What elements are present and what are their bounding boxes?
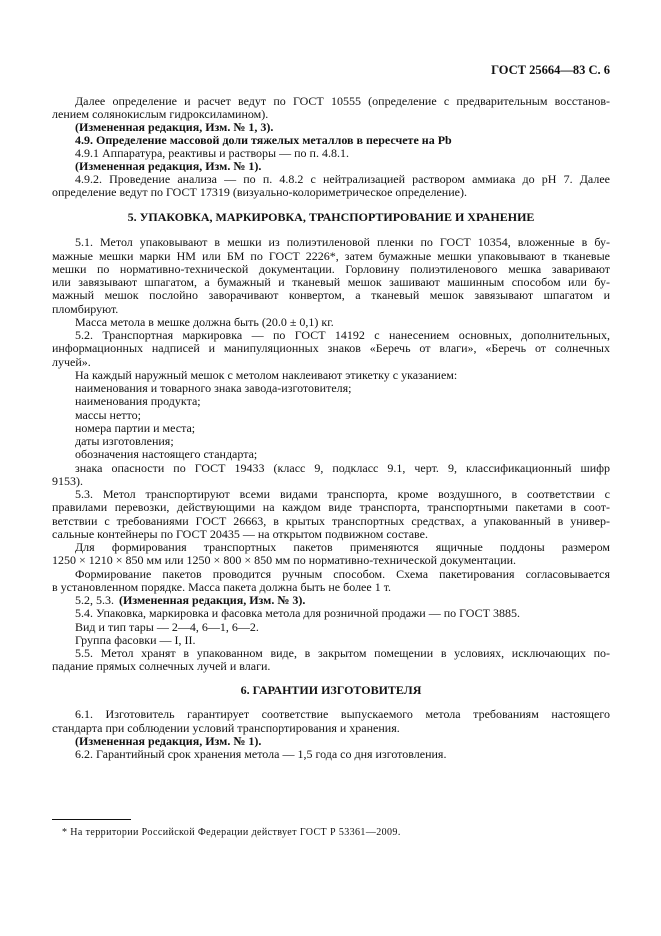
section-6-heading: 6. ГАРАНТИИ ИЗГОТОВИТЕЛЯ xyxy=(240,682,422,697)
section-6-body xyxy=(52,708,610,761)
clause-5-5 xyxy=(52,647,610,674)
text-line: ветствии с требованиями ГОСТ 26663, в крытых транспортных средствах, а упакованный в универ- xyxy=(52,513,610,528)
amendment-note: (Измененная редакция, Изм. № 1). xyxy=(75,733,262,748)
label-items-list xyxy=(52,382,610,462)
label-intro: На каждый наружный мешок с метолом наклеивают этикетку с указанием: xyxy=(75,367,458,382)
section-4-continuation xyxy=(52,95,610,199)
clause-4-9-2 xyxy=(52,173,610,199)
text-line: 6.1. Изготовитель гарантирует соответствие выпускаемого метола требованиям настоящего xyxy=(75,707,610,722)
list-item: наименования продукта; xyxy=(75,394,201,409)
text-line: 4.9.2. Проведение анализа — по п. 4.8.2 с нейтрализацией раствором аммиака до pH 7. Далее xyxy=(75,171,610,186)
bag-mass-requirement: Масса метола в мешке должна быть (20.0 ± 0,1) кг. xyxy=(75,314,334,329)
text-line: 1250 × 1210 × 850 мм или 1250 × 800 × 850 мм по нормативно-технической документации. xyxy=(52,553,517,568)
text-line: мажный мешок послойно заворачивают конвертом, а тканевый мешок завязывают шпагатом и xyxy=(52,288,610,303)
amendment-note: (Измененная редакция, Изм. № 1). xyxy=(75,158,262,173)
amendment-text: (Измененная редакция, Изм. № 3). xyxy=(119,593,306,608)
text-line: лучей». xyxy=(52,354,91,369)
text-line: пломбируют. xyxy=(52,301,119,316)
determination-paragraph xyxy=(52,95,610,121)
text-line: правилами перевозки, действующими на каждом виде транспорта, транспортными пакетами в соот- xyxy=(52,500,610,515)
text-line: стандарта при соблюдении условий транспортирования и хранения. xyxy=(52,720,400,735)
text-line: знака опасности по ГОСТ 19433 (класс 9, подкласс 9.1, черт. 9, классификационный шифр xyxy=(75,460,610,475)
text-line: 9153). xyxy=(52,473,83,488)
text-line: Далее определение и расчет ведут по ГОСТ 10555 (определение с предварительным восстанов- xyxy=(75,93,610,108)
clause-5-1 xyxy=(52,236,610,316)
pallets-paragraph xyxy=(52,541,610,568)
text-line: Для формирования транспортных пакетов применяются ящичные поддоны размером xyxy=(75,540,610,555)
clause-4-9-1: 4.9.1 Аппаратура, реактивы и растворы — по п. 4.8.1. xyxy=(75,145,349,160)
section-5-body xyxy=(52,236,610,673)
text-line: лением солянокислым гидроксиламином). xyxy=(52,106,269,121)
footnote: * На территории Российской Федерации действует ГОСТ Р 53361—2009. xyxy=(62,827,401,838)
clause-5-3 xyxy=(52,488,610,541)
text-line: 5.5. Метол хранят в упакованном виде, в закрытом помещении в условиях, исключающих по- xyxy=(75,646,610,661)
text-line: 5.2. Транспортная маркировка — по ГОСТ 14192 с нанесением основных, дополнительных, xyxy=(75,328,610,343)
hazard-sign-item xyxy=(52,462,610,489)
text-line: определение ведут по ГОСТ 17319 (визуально-колориметрическое определение). xyxy=(52,184,467,199)
amendment-note: (Измененная редакция, Изм. № 1, 3). xyxy=(75,119,274,134)
text-line: информационных надписей и манипуляционных знаков «Беречь от влаги», «Беречь от солнечных xyxy=(52,341,610,356)
text-line: мешки по нормативно-технической документации. Горловину полиэтиленового мешка заваривают xyxy=(52,261,610,276)
text-line: падание прямых солнечных лучей и влаги. xyxy=(52,659,271,674)
clause-5-4: 5.4. Упаковка, маркировка и фасовка метола для розничной продажи — по ГОСТ 3885. xyxy=(75,606,520,621)
clause-6-2: 6.2. Гарантийный срок хранения метола — 1,5 года со дня изготовления. xyxy=(75,747,447,762)
clause-5-2 xyxy=(52,329,610,369)
list-item: даты изготовления; xyxy=(75,434,174,449)
packing-group: Группа фасовки — I, II. xyxy=(75,632,196,647)
text-line: или завязывают шпагатом, а бумажный и тканевый мешок зашивают машинным способом или бу- xyxy=(52,275,610,290)
text-line: 5.3. Метол транспортируют всеми видами транспорта, кроме воздушного, в соответствии с xyxy=(75,487,610,502)
text-line: сальные контейнеры по ГОСТ 20435 — на открытом подвижном составе. xyxy=(52,526,428,541)
list-item: наименования и товарного знака завода-изготовителя; xyxy=(75,381,352,396)
tare-type: Вид и тип тары — 2—4, 6—1, 6—2. xyxy=(75,619,259,634)
page-header-doc-ref: ГОСТ 25664—83 С. 6 xyxy=(491,63,610,77)
text-line: Формирование пакетов проводится ручным способом. Схема пакетирования согласовывается xyxy=(75,566,610,581)
amendment-note xyxy=(52,594,610,607)
text-line: в установленном порядке. Масса пакета должна быть не более 1 т. xyxy=(52,579,392,594)
clause-4-9-title: 4.9. Определение массовой доли тяжелых металлов в пересчете на Pb xyxy=(75,132,452,147)
list-item: массы нетто; xyxy=(75,407,141,422)
clause-6-1 xyxy=(52,708,610,735)
amendment-clause-ref: 5.2, 5.3. xyxy=(75,593,114,608)
formation-paragraph xyxy=(52,568,610,595)
section-5-heading: 5. УПАКОВКА, МАРКИРОВКА, ТРАНСПОРТИРОВАНИЕ И ХРАНЕНИЕ xyxy=(127,209,535,224)
text-line: мажные мешки марки НМ или БМ по ГОСТ 2226*, затем бумажные мешки упаковывают в тканевые xyxy=(52,248,610,263)
list-item: номера партии и места; xyxy=(75,420,196,435)
text-line: 5.1. Метол упаковывают в мешки из полиэтиленовой пленки по ГОСТ 10354, вложенные в бу- xyxy=(75,235,610,250)
footnote-divider xyxy=(52,819,131,820)
list-item: обозначения настоящего стандарта; xyxy=(75,447,258,462)
